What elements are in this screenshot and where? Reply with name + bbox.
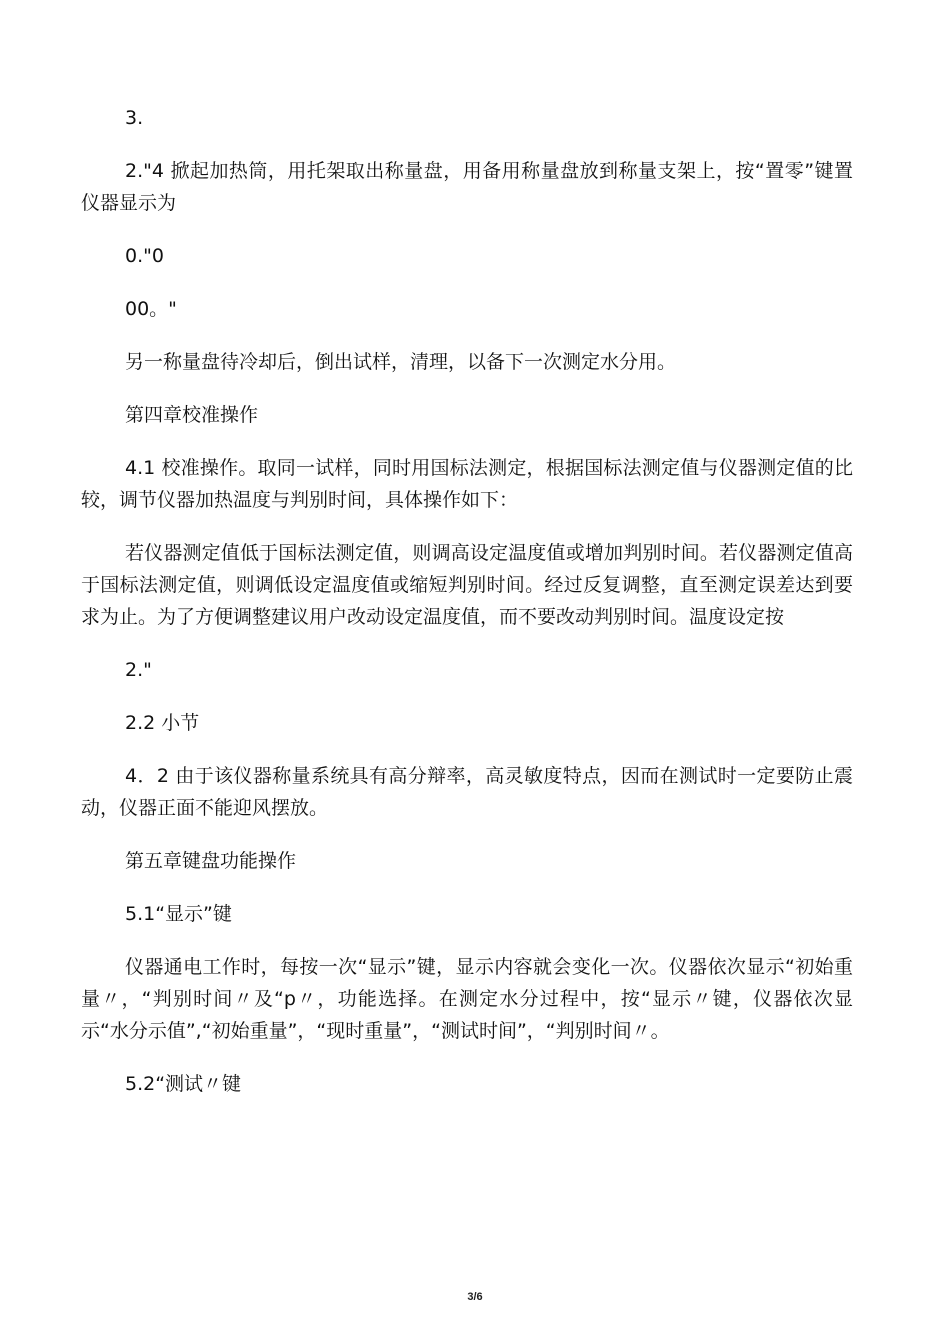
paragraph-display-key: 仪器通电工作时，每按一次“显示”键，显示内容就会变化一次。仪器依次显示“初始重量〃，“判别时间〃及“p〃，功能选择。在测定水分过程中，按“显示〃键，仪器依次显示“水分示值”,“初始重量”，“现时重量”，“测试时间”，“判别时间〃。 xyxy=(81,956,853,1042)
paragraph-4-1: 4.1 校准操作。取同一试样，同时用国标法测定，根据国标法测定值与仪器测定值的比较，调节仪器加热温度与判别时间，具体操作如下： xyxy=(81,457,853,511)
paragraph-4: 00。" xyxy=(125,298,177,320)
chapter-heading-4: 第四章校准操作 xyxy=(125,404,259,426)
paragraph-4-2: 4．2 由于该仪器称量系统具有高分辩率，高灵敏度特点，因而在测试时一定要防止震动，仪器正面不能迎风摆放。 xyxy=(81,765,853,819)
paragraph-section-ref: 2.2 小节 xyxy=(125,712,200,734)
section-heading-5-2: 5.2“测试〃键 xyxy=(125,1073,242,1095)
paragraph-3: 0."0 xyxy=(125,245,164,267)
paragraph-1: 3. xyxy=(125,107,144,129)
document-body xyxy=(81,102,853,1100)
chapter-heading-5: 第五章键盘功能操作 xyxy=(125,850,297,872)
paragraph-5: 另一称量盘待冷却后，倒出试样，清理，以备下一次测定水分用。 xyxy=(125,351,677,373)
section-heading-5-1: 5.1“显示”键 xyxy=(125,903,232,925)
paragraph-2: 2."4 掀起加热筒，用托架取出称量盘，用备用称量盘放到称量支架上，按“置零”键置仪器显示为 xyxy=(81,160,853,214)
paragraph-fragment: 2." xyxy=(125,659,152,681)
paragraph-adjust: 若仪器测定值低于国标法测定值，则调高设定温度值或增加判别时间。若仪器测定值高于国标法测定值，则调低设定温度值或缩短判别时间。经过反复调整，直至测定误差达到要求为止。为了方便调整建议用户改动设定温度值，而不要改动判别时间。温度设定按 xyxy=(81,542,853,628)
page-number: 3/6 xyxy=(467,1291,483,1303)
